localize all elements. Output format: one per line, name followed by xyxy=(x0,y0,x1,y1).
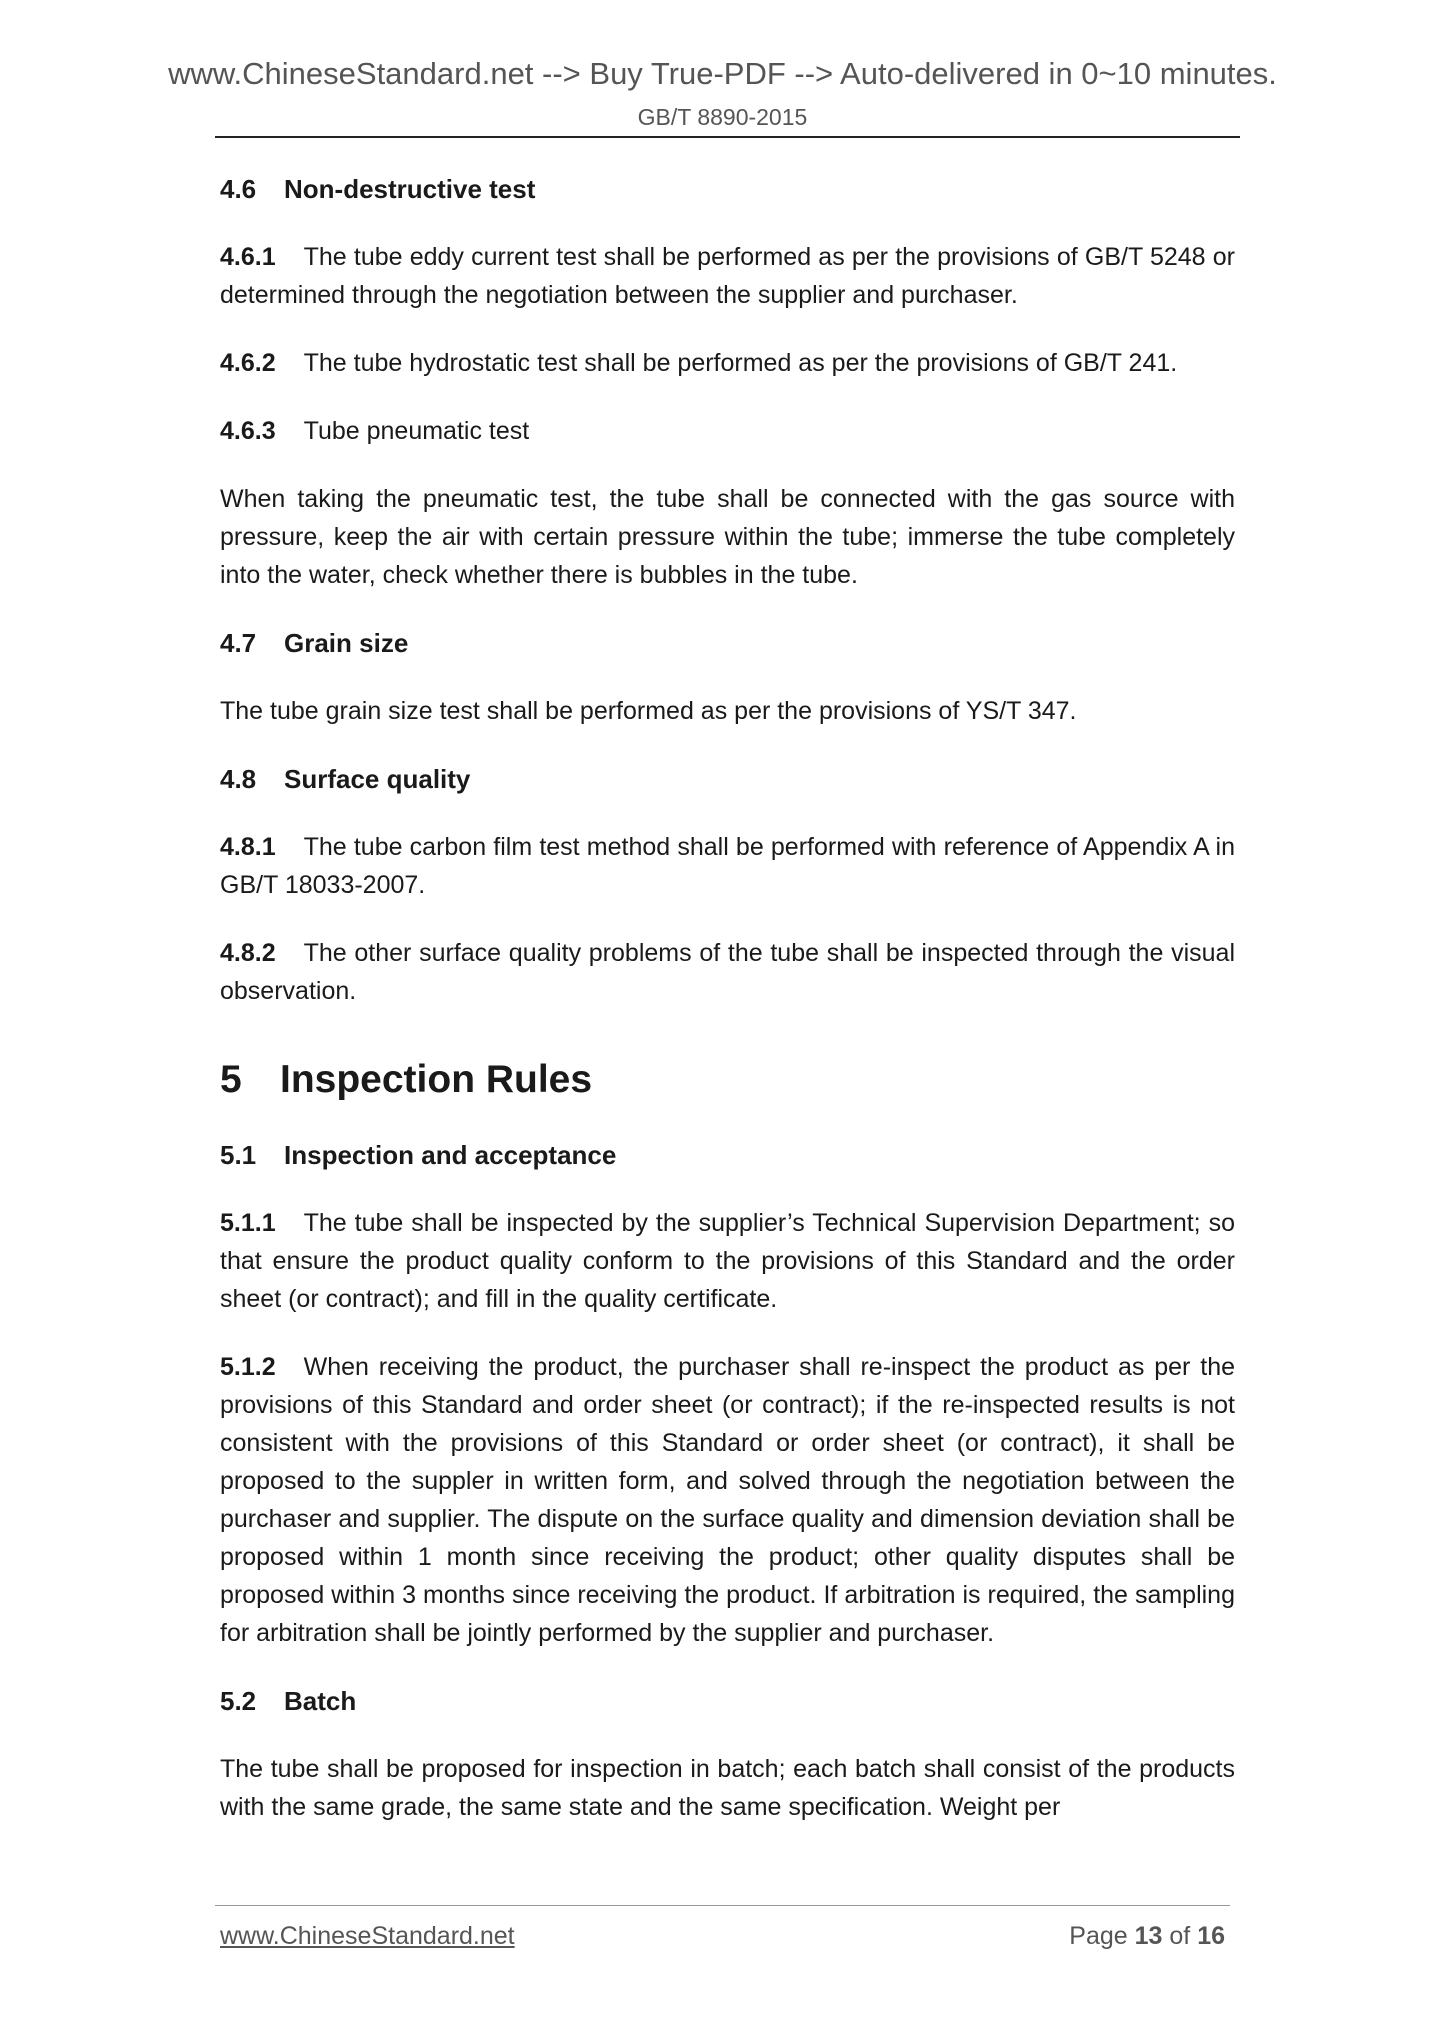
section-heading-4-7 xyxy=(220,624,1235,662)
clause-text: The tube hydrostatic test shall be performed as per the provisions of GB/T 241. xyxy=(303,349,1178,377)
section-title: Surface quality xyxy=(284,764,471,794)
clause-text: The tube carbon film test method shall be performed with reference of Appendix A in GB/T 18033-2007. xyxy=(220,833,1235,899)
footer-site-link[interactable]: www.ChineseStandard.net xyxy=(220,1922,515,1950)
section-number: 5.2 xyxy=(220,1686,257,1716)
page-indicator xyxy=(1069,1922,1225,1951)
header-divider xyxy=(215,136,1240,138)
page-current: 13 xyxy=(1134,1922,1163,1950)
clause-4-8-1 xyxy=(220,828,1235,904)
clause-4-8-2 xyxy=(220,934,1235,1010)
clause-text: Tube pneumatic test xyxy=(303,417,530,445)
clause-text: The tube eddy current test shall be performed as per the provisions of GB/T 5248 or determined through the negotiation between the supplier and purchaser. xyxy=(220,243,1235,309)
clause-number: 4.8.2 xyxy=(220,939,276,967)
footer-divider xyxy=(215,1905,1230,1906)
page-content xyxy=(220,170,1235,1856)
clause-number: 5.1.1 xyxy=(220,1209,276,1237)
section-heading-5-2 xyxy=(220,1682,1235,1720)
paragraph-batch: The tube shall be proposed for inspection in batch; each batch shall consist of the products with the same grade, the same state and the same specification. Weight per xyxy=(220,1755,1235,1821)
section-number: 4.8 xyxy=(220,764,257,794)
section-title: Batch xyxy=(284,1686,357,1716)
clause-number: 4.8.1 xyxy=(220,833,276,861)
clause-number: 4.6.2 xyxy=(220,349,276,377)
clause-text: The tube shall be inspected by the supplier’s Technical Supervision Department; so that ensure the product quality conform to the provisions of this Standard and the order sheet (or contract); and fill in the quality certificate. xyxy=(220,1209,1235,1313)
page-total: 16 xyxy=(1197,1922,1225,1950)
of-word: of xyxy=(1169,1922,1191,1950)
clause-number: 4.6.3 xyxy=(220,417,276,445)
clause-number: 4.6.1 xyxy=(220,243,276,271)
section-heading-4-6 xyxy=(220,170,1235,208)
section-number: 4.7 xyxy=(220,628,257,658)
section-heading-4-8 xyxy=(220,760,1235,798)
clause-5-1-1 xyxy=(220,1204,1235,1318)
paragraph-grain-size: The tube grain size test shall be performed as per the provisions of YS/T 347. xyxy=(220,697,1077,725)
document-id: GB/T 8890-2015 xyxy=(637,104,808,130)
paragraph-pneumatic-test: When taking the pneumatic test, the tube shall be connected with the gas source with pressure, keep the air with certain pressure within the tube; immerse the tube completely into the water, check whether there is bubbles in the tube. xyxy=(220,485,1235,589)
header-banner: www.ChineseStandard.net --> Buy True-PDF --> Auto-delivered in 0~10 minutes. xyxy=(168,56,1277,91)
chapter-heading-5 xyxy=(220,1052,1235,1108)
clause-4-6-1 xyxy=(220,238,1235,314)
chapter-number: 5 xyxy=(220,1058,242,1101)
clause-text: The other surface quality problems of the tube shall be inspected through the visual observation. xyxy=(220,939,1235,1005)
section-number: 5.1 xyxy=(220,1140,257,1170)
clause-5-1-2 xyxy=(220,1348,1235,1652)
page-word: Page xyxy=(1069,1922,1128,1950)
clause-4-6-3 xyxy=(220,412,1235,450)
clause-text: When receiving the product, the purchaser shall re-inspect the product as per the provisions of this Standard and order sheet (or contract); if the re-inspected results is not consistent with the provisions of this Standard or order sheet (or contract), it shall be proposed to the suppler in written form, and solved through the negotiation between the purchaser and supplier. The dispute on the surface quality and dimension deviation shall be proposed within 1 month since receiving the product; other quality disputes shall be proposed within 3 months since receiving the product. If arbitration is required, the sampling for arbitration shall be jointly performed by the supplier and purchaser. xyxy=(220,1353,1235,1647)
clause-4-6-2 xyxy=(220,344,1235,382)
clause-number: 5.1.2 xyxy=(220,1353,276,1381)
section-title: Non-destructive test xyxy=(284,174,536,204)
section-title: Grain size xyxy=(284,628,409,658)
section-number: 4.6 xyxy=(220,174,257,204)
section-heading-5-1 xyxy=(220,1136,1235,1174)
section-title: Inspection and acceptance xyxy=(284,1140,617,1170)
chapter-title: Inspection Rules xyxy=(280,1058,593,1101)
